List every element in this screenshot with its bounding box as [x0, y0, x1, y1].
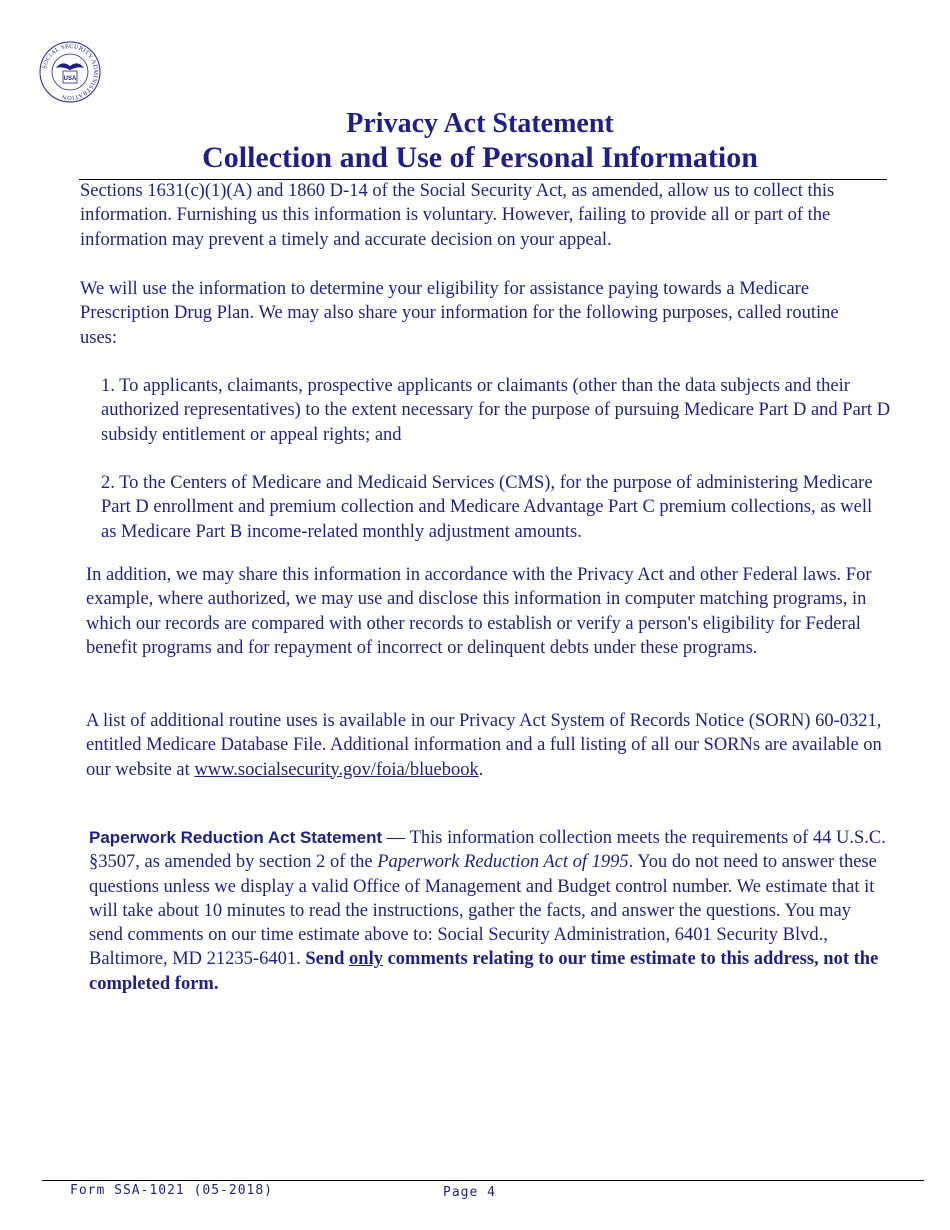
- sorn-text-end: .: [478, 759, 484, 780]
- paragraph-additional-sharing: In addition, we may share this information in accordance with the Privacy Act and other Federal laws. For example, where authorized, we may use and disclose this information in computer matching programs, in which our records are compared with other records to establish or verify a person's eligibility for Federal benefit programs and for repayment of incorrect or delinquent debts under these programs.: [86, 565, 872, 658]
- svg-text:USA: USA: [63, 76, 77, 82]
- paragraph-sorn: [86, 709, 891, 782]
- paperwork-bold-2: comments relating to our time estimate to this address, not the completed form.: [89, 949, 879, 994]
- title-privacy-act-statement: Privacy Act Statement: [346, 108, 614, 139]
- routine-use-item-2: 2. To the Centers of Medicare and Medicaid Services (CMS), for the purpose of administering Medicare Part D enrollment and premium collection and Medicare Advantage Part C premium collections, as well as Medicare Part B income-related monthly adjustment amounts.: [101, 473, 873, 542]
- footer-divider: [42, 1180, 924, 1181]
- svg-text:SOCIAL SECURITY ADMINISTRATION: SOCIAL SECURITY ADMINISTRATION: [41, 42, 100, 102]
- page-title: [0, 108, 950, 176]
- sorn-text: A list of additional routine uses is available in our Privacy Act System of Records Notice (SORN) 60-0321, entitled Medicare Database File. Additional information and a full listing of all our SORNs are available on our website at: [86, 711, 882, 780]
- page-number: Page 4: [443, 1185, 496, 1200]
- paperwork-bold-1: Send: [305, 949, 350, 970]
- ssa-seal-logo: [38, 40, 102, 104]
- paperwork-text-1: — This information collection meets the requirements of 44 U.S.C. §3507, as amended by section 2 of the: [89, 828, 886, 873]
- routine-use-item-1: 1. To applicants, claimants, prospective applicants or claimants (other than the data subjects and their authorized representatives) to the extent necessary for the purpose of pursuing Medicare Part D and Part D subsidy entitlement or appeal rights; and: [101, 376, 891, 445]
- form-identifier: Form SSA-1021 (05-2018): [70, 1183, 274, 1198]
- paperwork-reduction-act-statement: [89, 826, 889, 996]
- paperwork-text-2: . You do not need to answer these questions unless we display a valid Office of Management and Budget control number. We estimate that it will take about 10 minutes to read the instructions, gather the facts, and answer the questions. You may send comments on our time estimate above to: Social Security Administration, 6401 Security Blvd., Baltimore, MD 21235-6401.: [89, 852, 877, 970]
- paperwork-heading: Paperwork Reduction Act Statement: [89, 828, 383, 847]
- paperwork-act-name: Paperwork Reduction Act of 1995: [377, 852, 629, 873]
- paragraph-use-of-information: We will use the information to determine your eligibility for assistance paying towards a Medicare Prescription Drug Plan. We may also share your information for the following purposes, called routine uses:: [80, 279, 839, 348]
- paragraph-authority: Sections 1631(c)(1)(A) and 1860 D-14 of the Social Security Act, as amended, allow us to collect this information. Furnishing us this information is voluntary. However, failing to provide all or part of the information may prevent a timely and accurate decision on your appeal.: [80, 181, 835, 250]
- title-collection-and-use: Collection and Use of Personal Information: [202, 141, 758, 174]
- bluebook-link[interactable]: www.socialsecurity.gov/foia/bluebook: [194, 759, 479, 780]
- paperwork-bold-only: only: [349, 949, 383, 970]
